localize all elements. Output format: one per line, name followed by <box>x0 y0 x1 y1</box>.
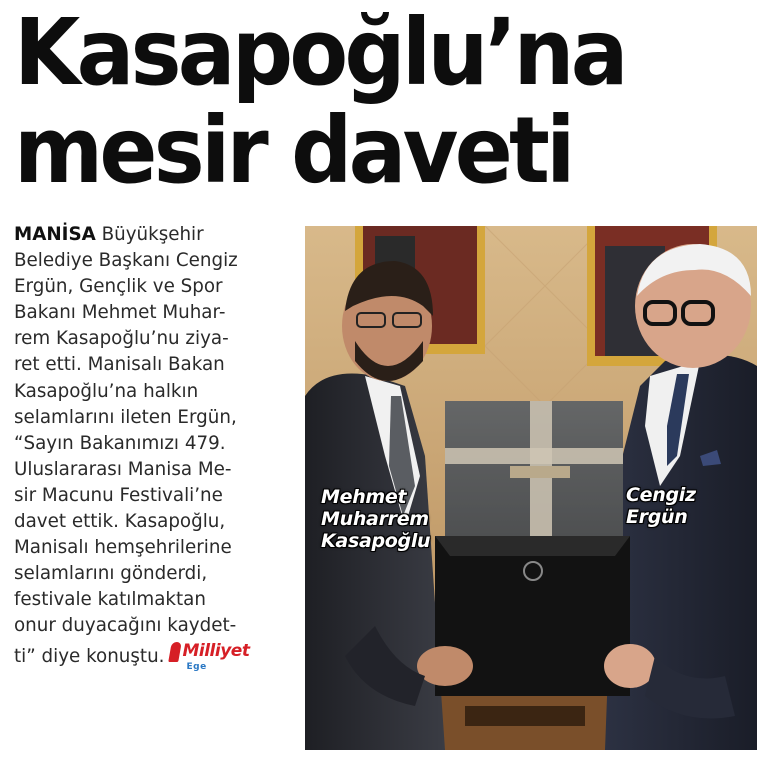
caption-line: Muharrem <box>321 508 429 530</box>
headline-line-1: Kasapoğlu’na <box>14 0 625 106</box>
article-line: selamlarını ileten Ergün, <box>14 406 237 428</box>
article-line: onur duyacağını kaydet- <box>14 615 237 637</box>
article-line: selamlarını gönderdi, <box>14 563 208 585</box>
headline <box>14 0 712 204</box>
article-line <box>14 640 304 670</box>
article-line: Bakanı Mehmet Muhar- <box>14 302 226 324</box>
article-line: Belediye Başkanı Cengiz <box>14 250 238 272</box>
article-line: festivale katılmaktan <box>14 589 206 611</box>
milliyet-ege-logo <box>170 640 258 672</box>
article-line: Ergün, Gençlik ve Spor <box>14 276 223 298</box>
photo-caption-left <box>321 486 430 552</box>
caption-line: Cengiz <box>626 484 696 506</box>
article-text: ti” diye konuştu. <box>14 645 165 667</box>
article-line: sir Macunu Festivali’ne <box>14 484 223 506</box>
caption-line: Kasapoğlu <box>321 530 431 552</box>
article-line: Kasapoğlu’na halkın <box>14 380 199 402</box>
article-text: Büyükşehir <box>95 224 204 245</box>
article-line <box>14 222 304 248</box>
article-city: MANİSA <box>14 224 96 245</box>
article-line: ret etti. Manisalı Bakan <box>14 354 225 376</box>
caption-line: Mehmet <box>321 486 407 508</box>
logo-sub: Ege <box>186 661 207 672</box>
caption-line: Ergün <box>626 506 688 528</box>
article-line: Uluslararası Manisa Me- <box>14 458 232 480</box>
logo-brand: Milliyet <box>182 640 250 661</box>
headline-line-2: mesir daveti <box>14 97 572 204</box>
photo-caption-right <box>626 484 696 528</box>
article-line: Manisalı hemşehrilerine <box>14 537 232 559</box>
flame-icon <box>169 642 183 662</box>
article-line: rem Kasapoğlu’nu ziya- <box>14 328 229 350</box>
article-body <box>14 222 304 670</box>
article-line: davet ettik. Kasapoğlu, <box>14 511 226 533</box>
article-line: “Sayın Bakanımızı 479. <box>14 432 226 454</box>
